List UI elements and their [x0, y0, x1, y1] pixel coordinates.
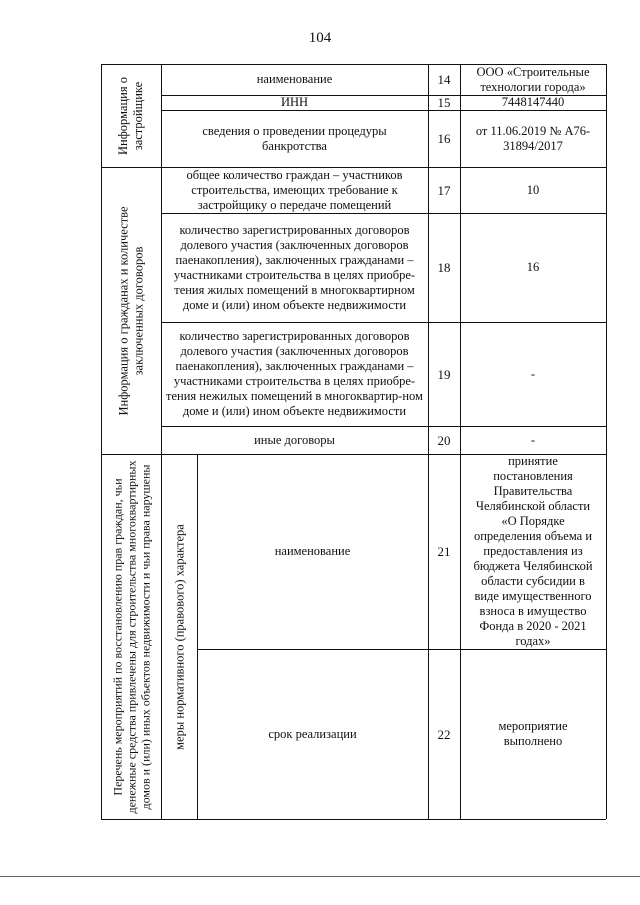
- group-citizens-info: Информация о гражданах и количестве заключенных договоров: [116, 206, 146, 416]
- row-value: -: [530, 366, 536, 381]
- row-value: от 11.06.2019 № А76-31894/2017: [475, 123, 591, 153]
- row-value: 16: [526, 260, 540, 274]
- row-number: 14: [437, 72, 451, 87]
- row-number: 16: [437, 131, 451, 146]
- page-number: 104: [308, 30, 332, 46]
- row-value: принятие постановления Правительства Челябинской области «О Порядке определения объема и предоставления из бюджета Челябинской области субсидии в виде имущественного взноса в имущество Фонда в 2020 - 2021 годах»: [473, 454, 593, 648]
- row-label: наименование: [274, 544, 351, 558]
- row-value: 7448147440: [501, 95, 565, 109]
- row-value: мероприятие выполнено: [498, 719, 568, 748]
- row-label: наименование: [256, 72, 333, 86]
- group-normative-measures: меры нормативного (правового) характера: [172, 524, 186, 750]
- row-label: срок реализации: [268, 726, 357, 741]
- table-line: [606, 64, 607, 819]
- footer-divider: [0, 876, 640, 877]
- row-value: 10: [526, 182, 540, 197]
- row-label: иные договоры: [254, 432, 335, 447]
- row-number: 17: [437, 182, 451, 198]
- row-value: -: [530, 432, 536, 447]
- row-number: 20: [437, 432, 451, 448]
- row-label: количество зарегистрированных договоров долевого участия (заключенных договоров паенакопления), заключенных гражданами – участниками строительства в целях приобре-тения жилых помещений в многоквартирном доме и (или) ином объекте недвижимости: [173, 222, 416, 312]
- row-label: общее количество граждан – участников строительства, имеющих требование к застройщику о передаче помещений: [186, 167, 403, 212]
- row-label: ИНН: [280, 95, 309, 109]
- group-measures-list: Перечень мероприятий по восстановлению прав граждан, чьи денежные средства привлечены для строительства многоквартирных домов и (или) иных объектов недвижимости и чьи права нарушены: [110, 460, 153, 814]
- row-value: ООО «Строительные технологии города»: [476, 64, 590, 94]
- group-developer-info: Информация о застройщике: [116, 77, 145, 156]
- row-number: 19: [437, 366, 451, 382]
- row-label: количество зарегистрированных договоров долевого участия (заключенных договоров паенакопления), заключенных гражданами – участниками строительства в целях приобре-тения нежилых помещений в многоквартир-ном доме и (или) ином объекте недвижимости: [166, 329, 423, 418]
- row-number: 15: [437, 95, 451, 110]
- row-number: 21: [437, 544, 451, 559]
- row-number: 22: [437, 726, 451, 742]
- row-number: 18: [437, 260, 451, 275]
- row-label: сведения о проведении процедуры банкротства: [202, 123, 387, 153]
